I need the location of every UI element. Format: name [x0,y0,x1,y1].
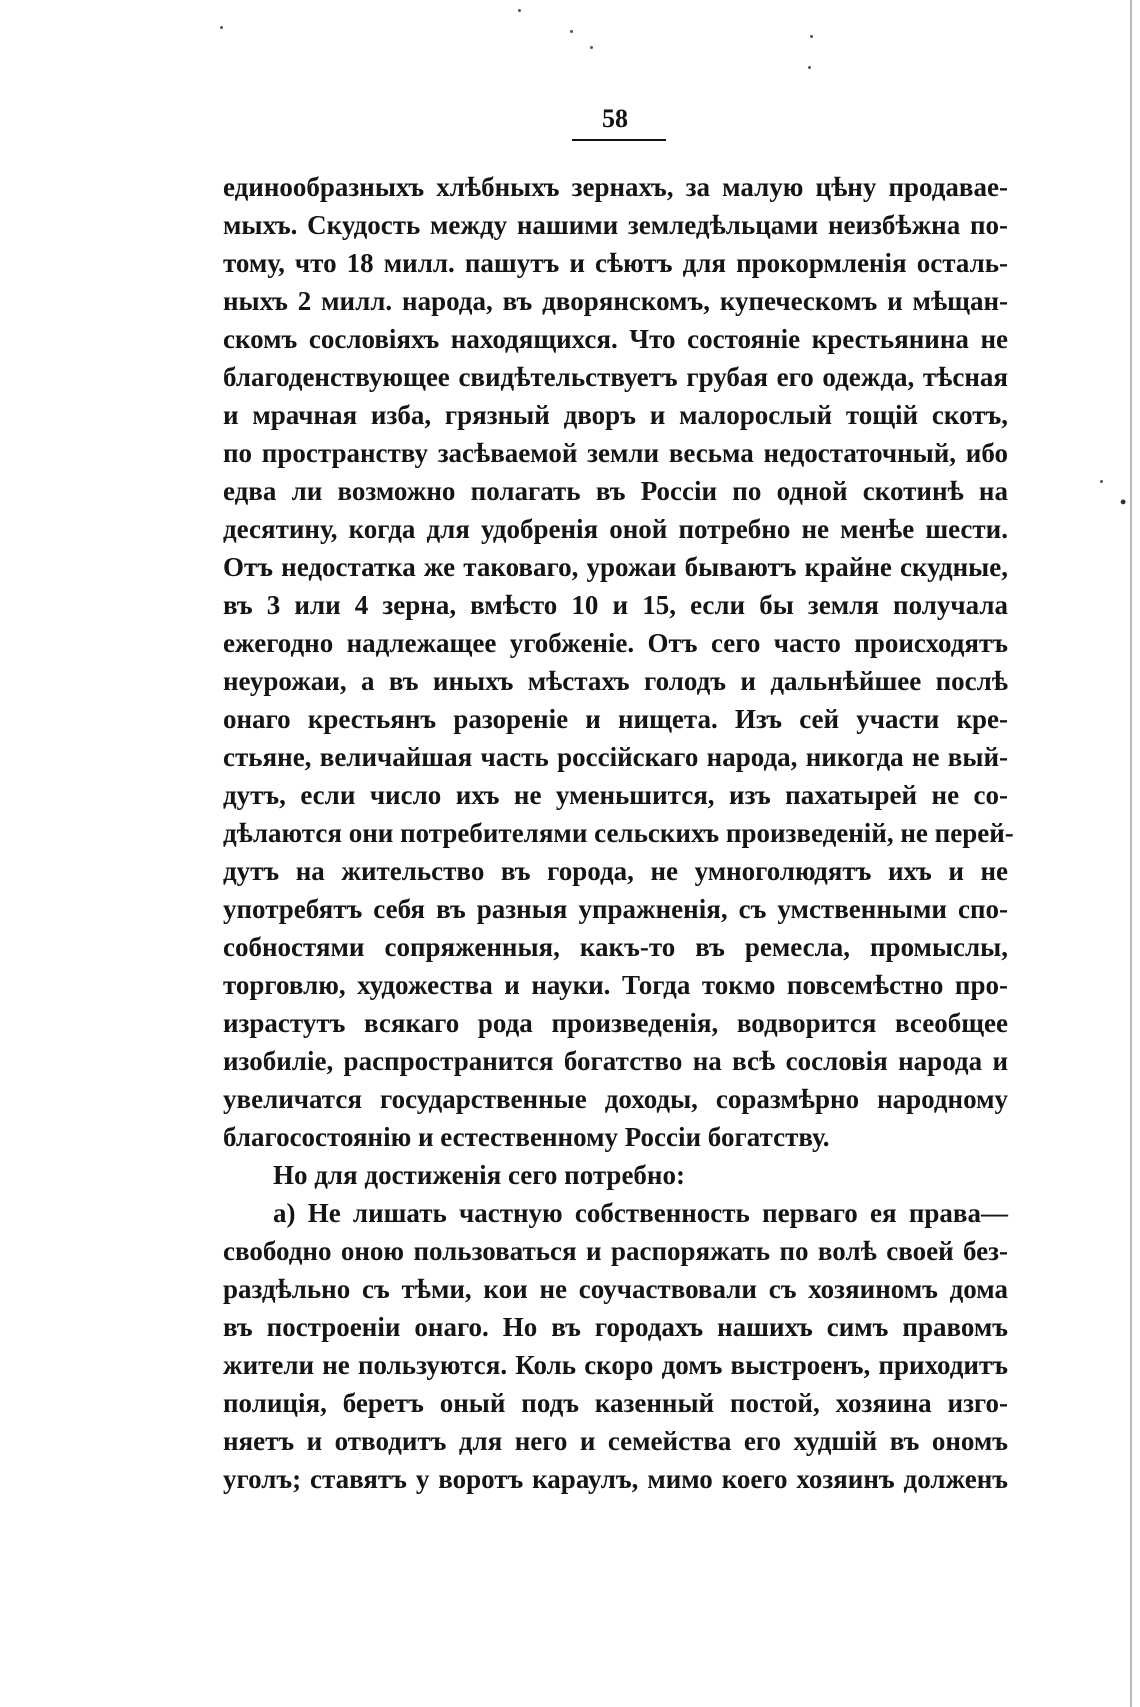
margin-mark: • [1120,492,1127,512]
text-line: раздѣльно съ тѣми, кои не соучаствовали съ хозяиномъ дома [223,1274,1008,1304]
scan-speck [808,66,811,69]
paragraph-2 [223,1156,1008,1194]
text-line: а) Не лишать частную собственность перваго ея права— [273,1198,1008,1228]
text-line: и мрачная изба, грязный дворъ и малорослый тощій скотъ, [223,400,1008,430]
text-line: въ построеніи онаго. Но въ городахъ нашихъ симъ правомъ [223,1312,1008,1342]
text-line: израстутъ всякаго рода произведенія, водворится всеобщее [223,1008,1008,1038]
text-line: дутъ на жительство въ города, не умноголюдятъ ихъ и не [223,856,1008,886]
text-line: изобиліе, распространится богатство на всѣ сословія народа и [223,1046,1008,1076]
text-line: Отъ недостатка же таковаго, урожаи бываютъ крайне скудные, [223,552,1008,582]
text-line: ежегодно надлежащее угобженіе. Отъ сего часто происходятъ [223,628,1008,658]
text-line: дутъ, если число ихъ не уменьшится, изъ пахатырей не со- [223,780,1008,810]
scan-speck [518,9,521,12]
text-line: увеличатся государственные доходы, соразмѣрно народному [223,1084,1008,1114]
text-line: полиція, беретъ оный подъ казенный постой, хозяина изго- [223,1388,1008,1418]
paragraph-1 [223,168,1014,1156]
page-number-rule [572,139,666,141]
text-line: стьяне, величайшая часть россійскаго народа, никогда не вый- [223,742,1008,772]
text-line: едва ли возможно полагать въ Россіи по одной скотинѣ на [223,476,1008,506]
scan-speck [1100,480,1103,483]
paragraph-3 [223,1194,1008,1498]
text-line: десятину, когда для удобренія оной потребно не менѣе шести. [223,514,1008,544]
text-line: свободно оною пользоваться и распоряжать по волѣ своей без- [223,1236,1008,1266]
text-line: по пространству засѣваемой земли весьма недостаточный, ибо [223,438,1008,468]
text-line: мыхъ. Скудость между нашими земледѣльцами неизбѣжна по- [223,210,1008,240]
text-line: ныхъ 2 милл. народа, въ дворянскомъ, купеческомъ и мѣщан- [223,286,1008,316]
text-line: онаго крестьянъ разореніе и нищета. Изъ сей участи кре- [223,704,1008,734]
text-line: собностями сопряженныя, какъ-то въ ремесла, промыслы, [223,932,1008,962]
text-line: жители не пользуются. Коль скоро домъ выстроенъ, приходитъ [223,1350,1008,1380]
scan-speck [590,46,593,49]
scan-speck [220,26,223,29]
page-number: 58 [602,104,628,133]
text-line: неурожаи, а въ иныхъ мѣстахъ голодъ и дальнѣйшее послѣ [223,666,1008,696]
text-line: благосостоянію и естественному Россіи богатству. [223,1122,830,1152]
body-text [223,168,1014,1498]
text-line: скомъ сословіяхъ находящихся. Что состояніе крестьянина не [223,324,1008,354]
text-line: употребятъ себя въ разныя упражненія, съ умственными спо- [223,894,1008,924]
scan-speck [810,35,813,38]
text-line: Но для достиженія сего потребно: [273,1160,685,1190]
text-line: тому, что 18 милл. пашутъ и сѣютъ для прокормленія осталь- [223,248,1008,278]
text-line: единообразныхъ хлѣбныхъ зернахъ, за малую цѣну продавае- [223,172,1008,202]
text-line: дѣлаются они потребителями сельскихъ произведеній, не перей- [223,818,1014,848]
text-line: уголъ; ставятъ у воротъ караулъ, мимо коего хозяинъ долженъ [223,1464,1008,1494]
scan-speck [570,30,573,33]
page-edge-line [1130,0,1132,1707]
text-line: въ 3 или 4 зерна, вмѣсто 10 и 15, если бы земля получала [223,590,1008,620]
text-line: благоденствующее свидѣтельствуетъ грубая его одежда, тѣсная [223,362,1008,392]
text-line: няетъ и отводитъ для него и семейства его худшій въ ономъ [223,1426,1008,1456]
text-line: торговлю, художества и науки. Тогда токмо повсемѣстно про- [223,970,1008,1000]
